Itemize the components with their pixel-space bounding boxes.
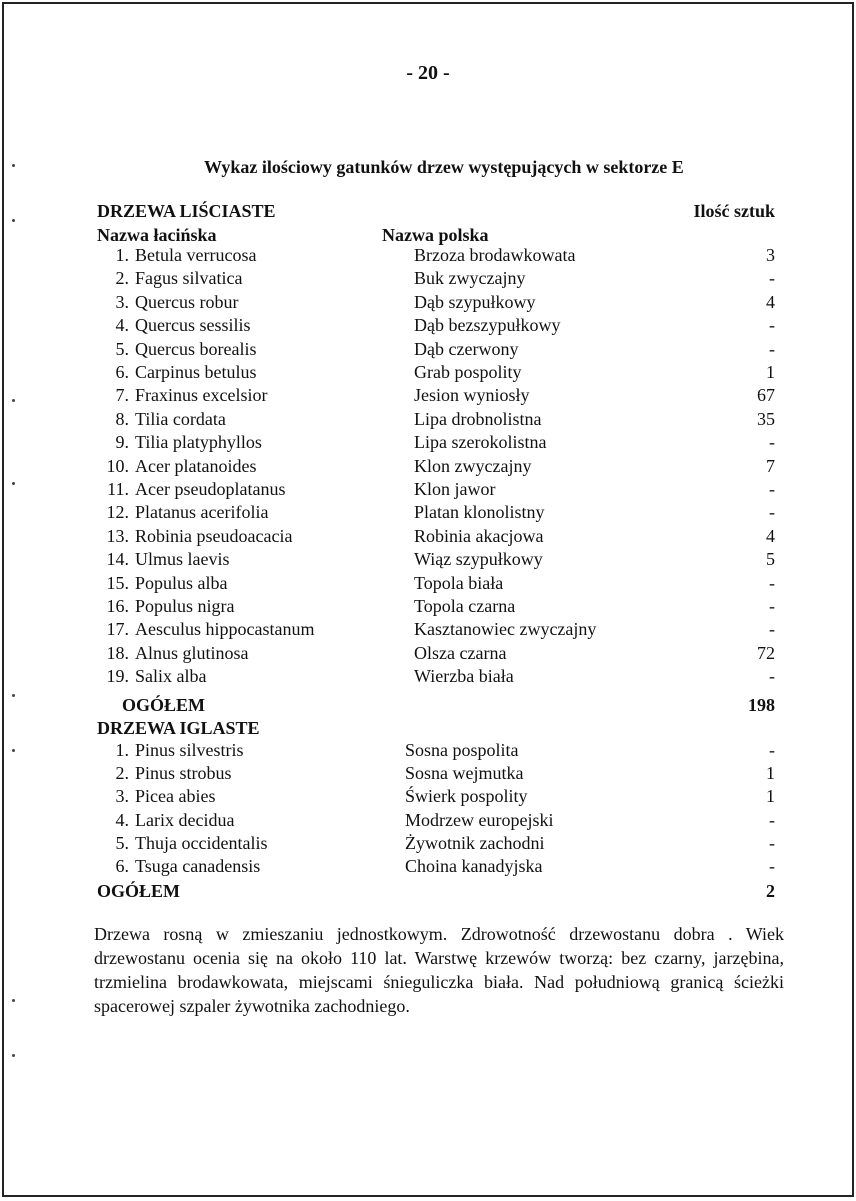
- polish-name: Jesion wyniosły: [414, 385, 530, 406]
- margin-mark: [12, 164, 15, 167]
- table-row: [4, 618, 852, 641]
- row-number: 5.: [115, 832, 129, 853]
- quantity: -: [769, 432, 775, 453]
- quantity: -: [769, 619, 775, 640]
- deciduous-total-qty: 198: [748, 695, 775, 715]
- table-row: [4, 314, 852, 337]
- polish-name: Klon jawor: [414, 479, 496, 499]
- coniferous-total-qty: 2: [766, 881, 775, 901]
- latin-name: Tilia platyphyllos: [135, 432, 262, 453]
- polish-name: Klon zwyczajny: [414, 455, 532, 476]
- row-number: 3.: [115, 291, 129, 312]
- row-number: 1.: [115, 245, 129, 265]
- latin-name: Fagus silvatica: [135, 268, 243, 289]
- quantity: -: [769, 268, 775, 289]
- polish-name: Dąb szypułkowy: [414, 291, 536, 312]
- latin-name: Picea abies: [135, 786, 216, 807]
- table-row: [4, 525, 852, 548]
- latin-name: Populus alba: [135, 572, 228, 593]
- margin-mark: [12, 694, 15, 697]
- quantity: 4: [766, 291, 775, 312]
- table-row: [4, 809, 852, 832]
- table-row: [4, 762, 852, 785]
- document-page: [2, 2, 854, 1197]
- polish-name: Modrzew europejski: [405, 809, 554, 830]
- polish-name: Platan klonolistny: [414, 502, 545, 523]
- polish-name: Olsza czarna: [414, 642, 507, 663]
- quantity-heading: Ilość sztuk: [693, 201, 775, 221]
- deciduous-heading: DRZEWA LIŚCIASTE: [97, 201, 276, 221]
- quantity: -: [769, 666, 775, 687]
- row-number: 2.: [115, 763, 129, 784]
- row-number: 10.: [106, 455, 129, 476]
- quantity: 72: [757, 642, 775, 663]
- row-number: 8.: [115, 408, 129, 429]
- quantity: -: [769, 502, 775, 523]
- latin-name: Pinus strobus: [135, 763, 232, 784]
- row-number: 4.: [115, 809, 129, 830]
- table-row: [4, 665, 852, 688]
- row-number: 4.: [115, 315, 129, 336]
- row-number: 7.: [115, 385, 129, 406]
- row-number: 17.: [106, 619, 129, 640]
- table-row: [4, 832, 852, 855]
- table-row: [4, 595, 852, 618]
- latin-name: Acer pseudoplatanus: [135, 479, 286, 499]
- table-row: [4, 739, 852, 762]
- quantity: 1: [766, 786, 775, 807]
- latin-name: Tsuga canadensis: [135, 856, 261, 876]
- latin-name: Populus nigra: [135, 596, 235, 616]
- latin-name: Fraxinus excelsior: [135, 385, 268, 406]
- table-row: [4, 785, 852, 808]
- latin-name-heading: Nazwa łacińska: [97, 225, 217, 245]
- document-title: Wykaz ilościowy gatunków drzew występujących w sektorze E: [204, 157, 684, 177]
- quantity: 1: [766, 362, 775, 382]
- quantity: -: [769, 856, 775, 876]
- coniferous-heading: DRZEWA IGLASTE: [97, 718, 260, 738]
- latin-name: Robinia pseudoacacia: [135, 525, 293, 546]
- polish-name-heading: Nazwa polska: [382, 225, 489, 245]
- row-number: 5.: [115, 338, 129, 359]
- latin-name: Larix decidua: [135, 809, 235, 830]
- row-number: 12.: [106, 502, 129, 523]
- table-row: [4, 408, 852, 431]
- polish-name: Grab pospolity: [414, 362, 522, 382]
- polish-name: Brzoza brodawkowata: [414, 245, 576, 265]
- row-number: 6.: [115, 362, 129, 382]
- polish-name: Kasztanowiec zwyczajny: [414, 619, 597, 640]
- row-number: 3.: [115, 786, 129, 807]
- table-row: [4, 548, 852, 571]
- margin-mark: [12, 219, 15, 222]
- description-paragraph: Drzewa rosną w zmieszaniu jednostkowym. Zdrowotność drzewostanu dobra . Wiek drzewostanu ocenia się na około 110 lat. Warstwę krzewów tworzą: bez czarny, jarzębina, trzmielina brodawkowata, miejscami śnieguliczka biała. Nad południową granicą ścieżki spacerowej szpaler żywotnika zachodniego.: [94, 924, 784, 1016]
- table-row: [4, 501, 852, 524]
- table-row: [4, 431, 852, 454]
- quantity: -: [769, 479, 775, 499]
- latin-name: Betula verrucosa: [135, 245, 257, 265]
- table-row: [4, 338, 852, 361]
- row-number: 14.: [106, 549, 129, 570]
- table-row: [4, 855, 852, 878]
- polish-name: Topola czarna: [414, 596, 516, 616]
- table-row: [4, 478, 852, 501]
- latin-name: Ulmus laevis: [135, 549, 230, 570]
- deciduous-total-label: OGÓŁEM: [122, 695, 206, 715]
- row-number: 15.: [106, 572, 129, 593]
- table-row: [4, 361, 852, 384]
- row-number: 13.: [106, 525, 129, 546]
- quantity: 4: [766, 525, 775, 546]
- latin-name: Quercus sessilis: [135, 315, 251, 336]
- row-number: 19.: [106, 666, 129, 687]
- quantity: 1: [766, 763, 775, 784]
- quantity: -: [769, 740, 775, 760]
- coniferous-total-label: OGÓŁEM: [97, 881, 181, 901]
- quantity: 3: [766, 245, 775, 265]
- table-row: [4, 572, 852, 595]
- polish-name: Dąb czerwony: [414, 338, 519, 359]
- latin-name: Alnus glutinosa: [135, 642, 249, 663]
- polish-name: Świerk pospolity: [405, 786, 528, 807]
- polish-name: Lipa szerokolistna: [414, 432, 547, 453]
- latin-name: Salix alba: [135, 666, 207, 687]
- latin-name: Quercus borealis: [135, 338, 257, 359]
- polish-name: Wierzba biała: [414, 666, 514, 687]
- polish-name: Wiąz szypułkowy: [414, 549, 543, 570]
- row-number: 1.: [115, 740, 129, 760]
- row-number: 11.: [107, 479, 129, 499]
- polish-name: Żywotnik zachodni: [405, 832, 545, 853]
- table-row: [4, 267, 852, 290]
- latin-name: Pinus silvestris: [135, 740, 244, 760]
- latin-name: Platanus acerifolia: [135, 502, 269, 523]
- latin-name: Tilia cordata: [135, 408, 226, 429]
- polish-name: Sosna wejmutka: [405, 763, 524, 784]
- polish-name: Dąb bezszypułkowy: [414, 315, 561, 336]
- quantity: 5: [766, 549, 775, 570]
- quantity: -: [769, 832, 775, 853]
- latin-name: Aesculus hippocastanum: [135, 619, 315, 640]
- latin-name: Acer platanoides: [135, 455, 257, 476]
- quantity: -: [769, 338, 775, 359]
- polish-name: Buk zwyczajny: [414, 268, 526, 289]
- polish-name: Topola biała: [414, 572, 504, 593]
- table-row: [4, 384, 852, 407]
- table-row: [4, 642, 852, 665]
- quantity: 7: [766, 455, 775, 476]
- quantity: -: [769, 596, 775, 616]
- table-row: [4, 244, 852, 267]
- quantity: 67: [757, 385, 775, 406]
- row-number: 9.: [115, 432, 129, 453]
- margin-mark: [12, 999, 15, 1002]
- quantity: 35: [757, 408, 775, 429]
- polish-name: Choina kanadyjska: [405, 856, 543, 876]
- latin-name: Thuja occidentalis: [135, 832, 268, 853]
- quantity: -: [769, 315, 775, 336]
- quantity: -: [769, 809, 775, 830]
- polish-name: Robinia akacjowa: [414, 525, 544, 546]
- quantity: -: [769, 572, 775, 593]
- latin-name: Quercus robur: [135, 291, 239, 312]
- latin-name: Carpinus betulus: [135, 362, 257, 382]
- polish-name: Lipa drobnolistna: [414, 408, 542, 429]
- table-row: [4, 455, 852, 478]
- row-number: 18.: [106, 642, 129, 663]
- row-number: 6.: [115, 856, 129, 876]
- page-number: - 20 -: [406, 62, 450, 84]
- polish-name: Sosna pospolita: [405, 740, 519, 760]
- row-number: 16.: [106, 596, 129, 616]
- margin-mark: [12, 1054, 15, 1057]
- row-number: 2.: [115, 268, 129, 289]
- table-row: [4, 291, 852, 314]
